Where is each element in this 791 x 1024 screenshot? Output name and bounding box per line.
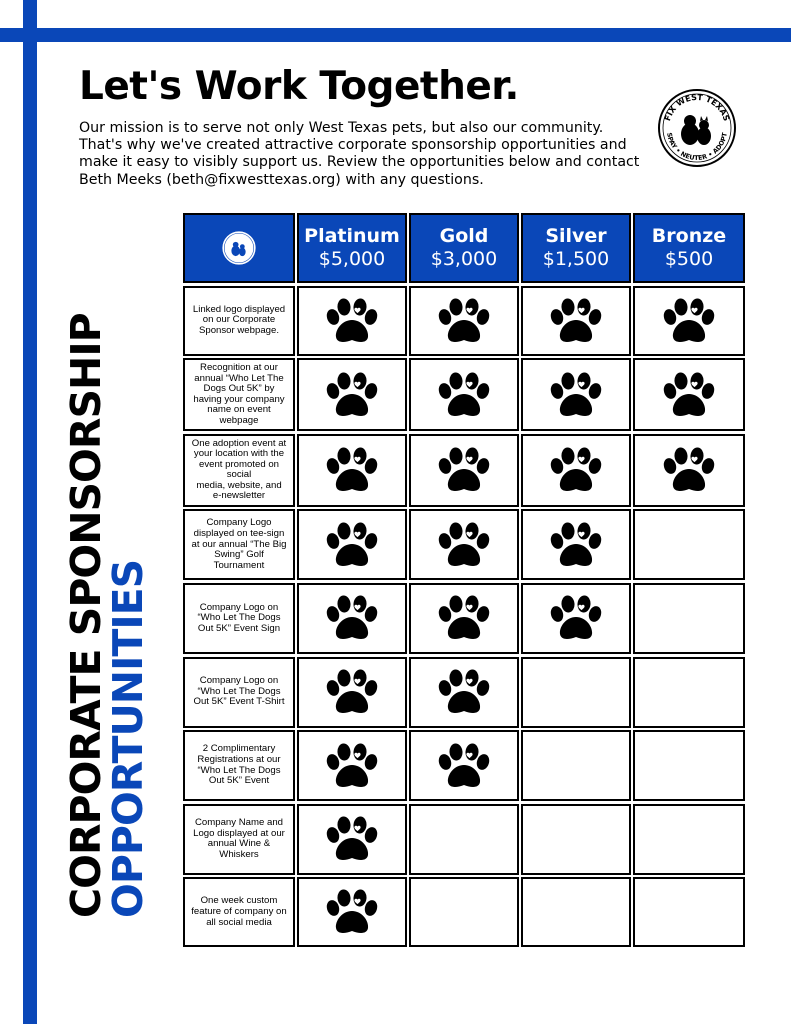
benefit-description bbox=[190, 818, 288, 860]
benefit-description-line: 2 Complimentary bbox=[202, 743, 276, 755]
tier-benefit-cell-gold bbox=[409, 804, 519, 875]
paw-icon bbox=[324, 669, 380, 715]
benefit-description-line: One week custom bbox=[200, 895, 278, 907]
paw-icon bbox=[324, 595, 380, 641]
paw-icon bbox=[436, 743, 492, 789]
benefit-label-cell bbox=[183, 286, 295, 356]
tier-benefit-cell-platinum bbox=[297, 657, 407, 728]
top-accent-bar bbox=[0, 28, 791, 42]
tier-price: $5,000 bbox=[318, 248, 386, 270]
tier-name: Gold bbox=[439, 225, 489, 247]
benefit-description-line: name on event bbox=[207, 404, 271, 416]
benefit-description-line: social bbox=[226, 469, 252, 481]
tier-benefit-cell-silver bbox=[521, 509, 631, 580]
mini-logo-icon bbox=[220, 229, 258, 267]
tier-benefit-cell-gold bbox=[409, 509, 519, 580]
benefit-description-line: annual Wine & bbox=[207, 838, 271, 850]
benefit-description-line: your location with the bbox=[193, 448, 285, 460]
tier-benefit-cell-platinum bbox=[297, 804, 407, 875]
benefit-description-line: Out 5K” Event Sign bbox=[197, 622, 281, 634]
paw-icon bbox=[324, 298, 380, 344]
page-heading: Let's Work Together. bbox=[79, 64, 519, 109]
benefit-description-line: “Who Let The Dogs bbox=[197, 764, 281, 776]
benefit-description-line: annual “Who Let The bbox=[194, 372, 284, 384]
benefit-description-line: “Who Let The Dogs bbox=[197, 685, 281, 697]
logo-top-text: FIX WEST TEXAS bbox=[662, 92, 732, 123]
tier-benefit-cell-gold bbox=[409, 730, 519, 801]
benefit-label-cell bbox=[183, 730, 295, 801]
benefit-description bbox=[189, 518, 290, 571]
benefit-description-line: Company Name and bbox=[195, 817, 283, 829]
benefit-description-line: on our Corporate bbox=[202, 314, 276, 326]
tier-name: Silver bbox=[545, 225, 607, 247]
paw-icon bbox=[436, 447, 492, 493]
tier-benefit-cell-bronze bbox=[633, 286, 745, 356]
benefit-description bbox=[189, 439, 289, 503]
tier-benefit-cell-platinum bbox=[297, 877, 407, 947]
tier-benefit-cell-bronze bbox=[633, 877, 745, 947]
benefit-description-line: at our annual “The Big bbox=[191, 538, 287, 550]
tier-benefit-cell-platinum bbox=[297, 730, 407, 801]
tier-benefit-cell-bronze bbox=[633, 358, 745, 431]
benefit-description-line: event promoted on bbox=[198, 458, 279, 470]
side-title-line1: CORPORATE SPONSORSHIP bbox=[62, 313, 110, 918]
tier-benefit-cell-gold bbox=[409, 286, 519, 356]
tier-benefit-cell-gold bbox=[409, 583, 519, 654]
benefit-description-line: all social media bbox=[206, 916, 272, 928]
benefit-description-line: Tournament bbox=[213, 559, 265, 571]
paw-icon bbox=[548, 595, 604, 641]
mission-line: Beth Meeks (beth@fixwesttexas.org) with any questions. bbox=[79, 171, 484, 188]
tier-name: Bronze bbox=[651, 225, 727, 247]
paw-icon bbox=[548, 298, 604, 344]
benefit-description-line: Linked logo displayed bbox=[192, 303, 286, 315]
benefit-label-cell bbox=[183, 804, 295, 875]
paw-icon bbox=[324, 889, 380, 935]
tier-header-silver bbox=[521, 213, 631, 283]
paw-icon bbox=[548, 372, 604, 418]
tier-benefit-cell-gold bbox=[409, 358, 519, 431]
benefit-description-line: having your company bbox=[193, 393, 285, 405]
tier-benefit-cell-platinum bbox=[297, 509, 407, 580]
benefit-label-cell bbox=[183, 358, 295, 431]
mission-line: That's why we've created attractive corporate sponsorship opportunities and bbox=[79, 137, 627, 154]
tier-benefit-cell-silver bbox=[521, 877, 631, 947]
tier-benefit-cell-platinum bbox=[297, 358, 407, 431]
benefit-description-line: webpage bbox=[219, 414, 259, 426]
benefit-description-line: Whiskers bbox=[219, 848, 259, 860]
benefit-description-line: One adoption event at bbox=[191, 437, 287, 449]
benefit-description-line: Company Logo on bbox=[199, 675, 279, 687]
tier-benefit-cell-silver bbox=[521, 730, 631, 801]
benefit-description-line: Recognition at our bbox=[200, 361, 278, 373]
benefit-description-line: Company Logo bbox=[206, 517, 272, 529]
sponsorship-table bbox=[183, 213, 745, 947]
tier-benefit-cell-bronze bbox=[633, 509, 745, 580]
fix-west-texas-logo bbox=[657, 88, 737, 168]
tier-benefit-cell-silver bbox=[521, 804, 631, 875]
benefit-description bbox=[188, 896, 289, 928]
mission-line: Our mission is to serve not only West Texas pets, but also our community. bbox=[79, 120, 604, 136]
paw-icon bbox=[436, 595, 492, 641]
benefit-label-cell bbox=[183, 509, 295, 580]
benefit-label-cell bbox=[183, 583, 295, 654]
tier-name: Platinum bbox=[304, 225, 400, 247]
benefit-label-cell bbox=[183, 434, 295, 507]
benefit-description-line: Out 5K” Event T-Shirt bbox=[193, 696, 285, 708]
tier-benefit-cell-silver bbox=[521, 286, 631, 356]
header-logo-cell bbox=[183, 213, 295, 283]
tier-benefit-cell-bronze bbox=[633, 434, 745, 507]
paw-icon bbox=[436, 669, 492, 715]
tier-price: $1,500 bbox=[542, 248, 610, 270]
paw-icon bbox=[661, 372, 717, 418]
tier-benefit-cell-gold bbox=[409, 657, 519, 728]
benefit-description-line: Out 5K” Event bbox=[208, 775, 270, 787]
side-title bbox=[62, 218, 152, 918]
tier-benefit-cell-platinum bbox=[297, 434, 407, 507]
tier-benefit-cell-bronze bbox=[633, 804, 745, 875]
benefit-label-cell bbox=[183, 877, 295, 947]
paw-icon bbox=[548, 447, 604, 493]
paw-icon bbox=[548, 522, 604, 568]
tier-benefit-cell-platinum bbox=[297, 286, 407, 356]
paw-icon bbox=[661, 298, 717, 344]
tier-price: $500 bbox=[664, 248, 714, 270]
paw-icon bbox=[324, 743, 380, 789]
benefit-description-line: Dogs Out 5K” by bbox=[203, 383, 275, 395]
paw-icon bbox=[324, 816, 380, 862]
logo-bottom-text: SPAY • NEUTER • ADOPT bbox=[665, 131, 729, 163]
tier-benefit-cell-silver bbox=[521, 657, 631, 728]
tier-price: $3,000 bbox=[430, 248, 498, 270]
benefit-description-line: Logo displayed at our bbox=[193, 827, 285, 839]
benefit-description-line: media, website, and bbox=[196, 479, 282, 491]
paw-icon bbox=[661, 447, 717, 493]
benefit-description-line: feature of company on bbox=[191, 906, 287, 918]
benefit-description-line: e-newsletter bbox=[212, 490, 266, 502]
tier-benefit-cell-bronze bbox=[633, 730, 745, 801]
tier-benefit-cell-platinum bbox=[297, 583, 407, 654]
benefit-description-line: Registrations at our bbox=[197, 754, 281, 766]
tier-header-bronze bbox=[633, 213, 745, 283]
benefit-description bbox=[194, 603, 283, 635]
tier-benefit-cell-silver bbox=[521, 583, 631, 654]
tier-benefit-cell-gold bbox=[409, 434, 519, 507]
benefit-description bbox=[190, 305, 288, 337]
benefit-description-line: displayed on tee-sign bbox=[193, 527, 285, 539]
benefit-description-line: Sponsor webpage. bbox=[198, 324, 279, 336]
mission-line: make it easy to visibly support us. Review the opportunities below and contact bbox=[79, 154, 640, 171]
benefit-description-line: “Who Let The Dogs bbox=[197, 612, 281, 624]
benefit-description bbox=[191, 676, 288, 708]
mission-text bbox=[79, 120, 649, 189]
tier-benefit-cell-silver bbox=[521, 358, 631, 431]
paw-icon bbox=[436, 298, 492, 344]
benefit-description-line: Company Logo on bbox=[199, 601, 279, 613]
left-accent-bar bbox=[23, 0, 37, 1024]
tier-header-gold bbox=[409, 213, 519, 283]
benefit-description-line: Swing” Golf bbox=[214, 549, 264, 561]
paw-icon bbox=[324, 372, 380, 418]
tier-benefit-cell-bronze bbox=[633, 583, 745, 654]
paw-icon bbox=[324, 522, 380, 568]
paw-icon bbox=[436, 372, 492, 418]
benefit-label-cell bbox=[183, 657, 295, 728]
tier-benefit-cell-bronze bbox=[633, 657, 745, 728]
benefit-description bbox=[190, 363, 287, 427]
benefit-description bbox=[194, 744, 283, 786]
tier-benefit-cell-gold bbox=[409, 877, 519, 947]
tier-benefit-cell-silver bbox=[521, 434, 631, 507]
side-title-line2: OPPORTUNITIES bbox=[104, 559, 152, 918]
tier-header-platinum bbox=[297, 213, 407, 283]
paw-icon bbox=[324, 447, 380, 493]
paw-icon bbox=[436, 522, 492, 568]
